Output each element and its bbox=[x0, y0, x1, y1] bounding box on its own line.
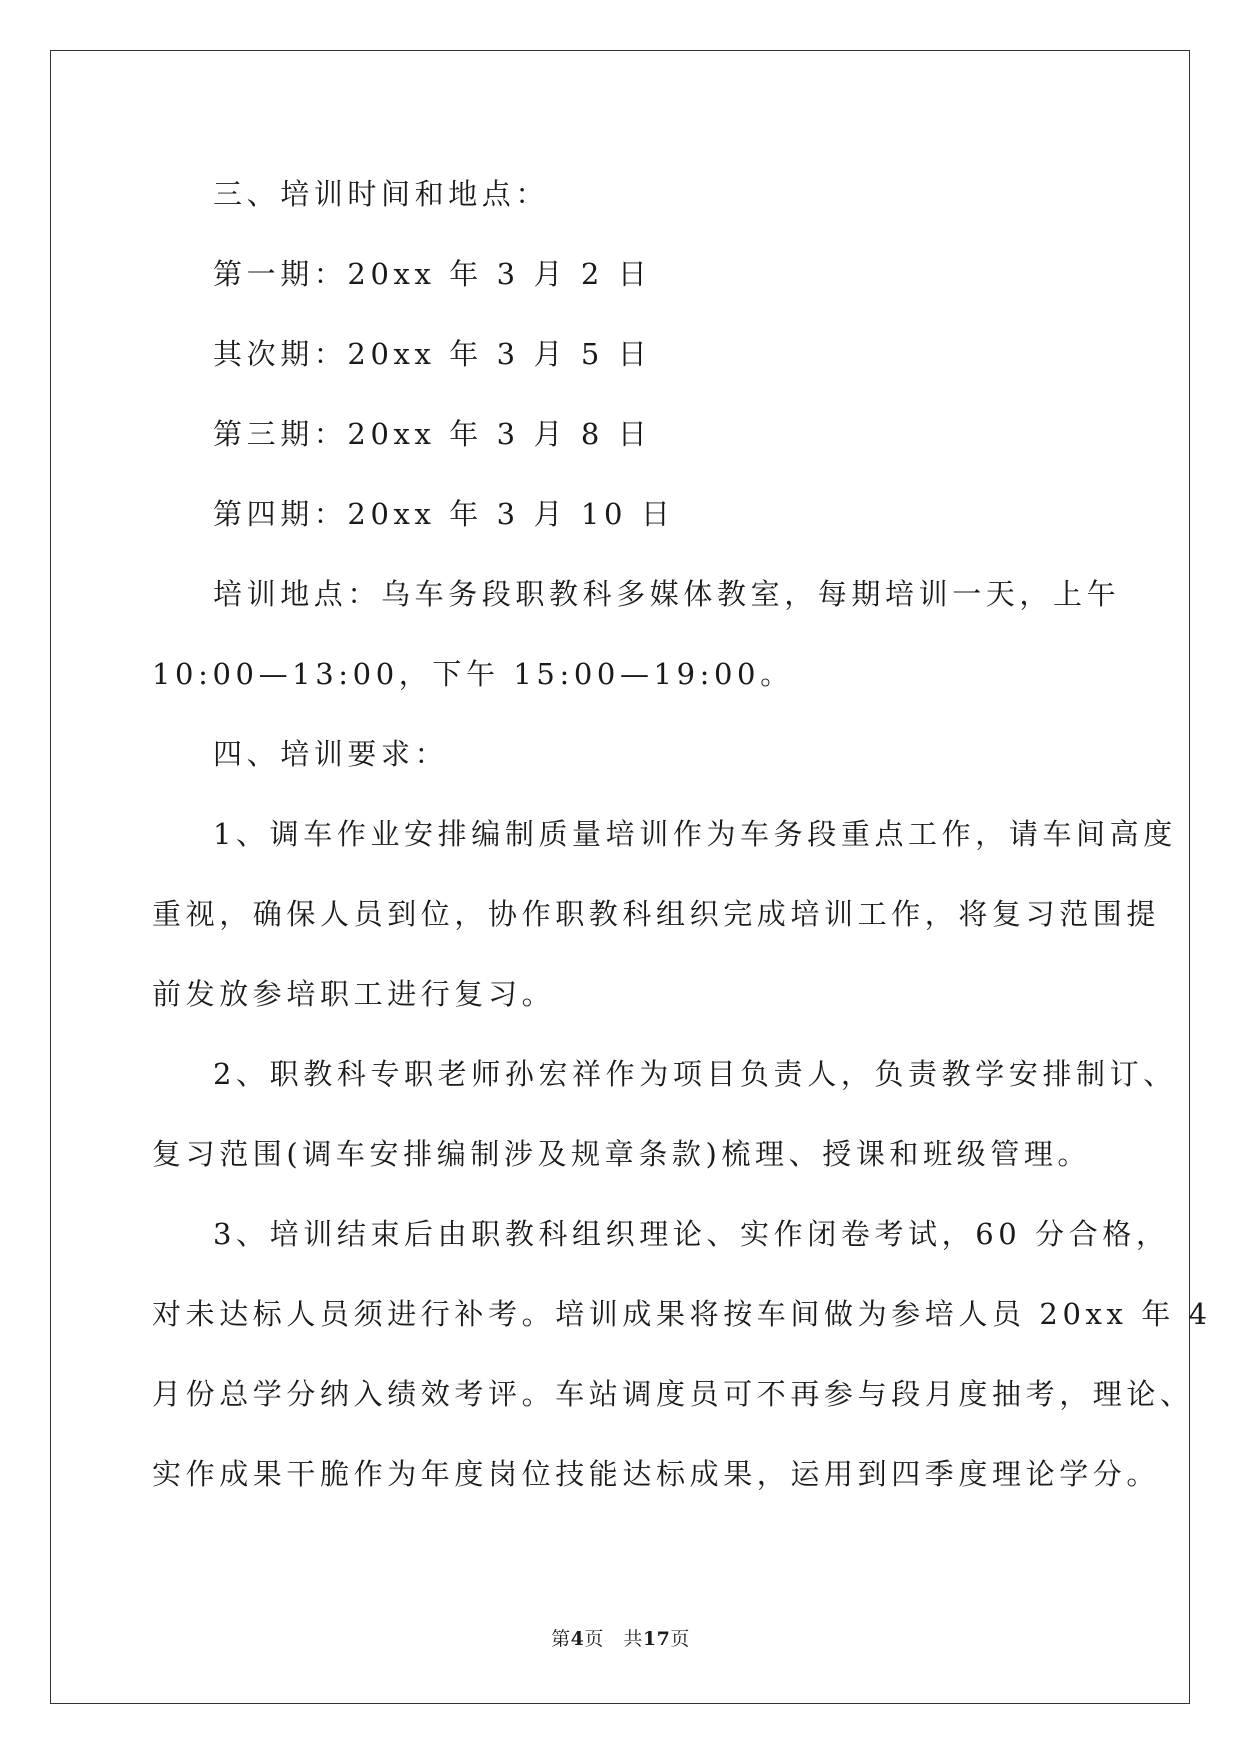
time-line: 10:00—13:00，下午 15:00—19:00。 bbox=[152, 657, 794, 691]
footer-page-number: 4 bbox=[570, 1628, 585, 1650]
requirement-3-line-3: 月份总学分纳入绩效考评。车站调度员可不再参与段月度抽考，理论、 bbox=[152, 1377, 1194, 1411]
requirement-3-line-4: 实作成果干脆作为年度岗位技能达标成果，运用到四季度理论学分。 bbox=[152, 1457, 1161, 1491]
page-footer bbox=[0, 1624, 1241, 1651]
footer-mid: 页 共 bbox=[584, 1628, 643, 1650]
requirement-3-line-1: 3、培训结束后由职教科组织理论、实作闭卷考试，60 分合格， bbox=[213, 1217, 1170, 1251]
footer-prefix: 第 bbox=[551, 1628, 571, 1650]
requirement-1-line-2: 重视，确保人员到位，协作职教科组织完成培训工作，将复习范围提 bbox=[152, 897, 1161, 931]
footer-total-pages: 17 bbox=[642, 1628, 671, 1650]
page-border bbox=[50, 50, 1190, 1704]
requirement-1-line-3: 前发放参培职工进行复习。 bbox=[152, 977, 556, 1011]
schedule-line-2: 其次期：20xx 年 3 月 5 日 bbox=[213, 337, 652, 371]
schedule-line-3: 第三期：20xx 年 3 月 8 日 bbox=[213, 417, 652, 451]
requirement-2-line-1: 2、职教科专职老师孙宏祥作为项目负责人，负责教学安排制订、 bbox=[213, 1057, 1177, 1091]
section-heading-3: 三、培训时间和地点： bbox=[213, 177, 550, 211]
location-line: 培训地点：乌车务段职教科多媒体教室，每期培训一天，上午 bbox=[213, 577, 1121, 611]
requirement-3-line-2: 对未达标人员须进行补考。培训成果将按车间做为参培人员 20xx 年 4 bbox=[152, 1297, 1212, 1331]
schedule-line-4: 第四期：20xx 年 3 月 10 日 bbox=[213, 497, 675, 531]
footer-suffix: 页 bbox=[670, 1628, 690, 1650]
requirement-1-line-1: 1、调车作业安排编制质量培训作为车务段重点工作，请车间高度 bbox=[213, 817, 1177, 851]
schedule-line-1: 第一期：20xx 年 3 月 2 日 bbox=[213, 257, 652, 291]
requirement-2-line-2: 复习范围(调车安排编制涉及规章条款)梳理、授课和班级管理。 bbox=[152, 1137, 1092, 1171]
section-heading-4: 四、培训要求： bbox=[213, 737, 449, 771]
